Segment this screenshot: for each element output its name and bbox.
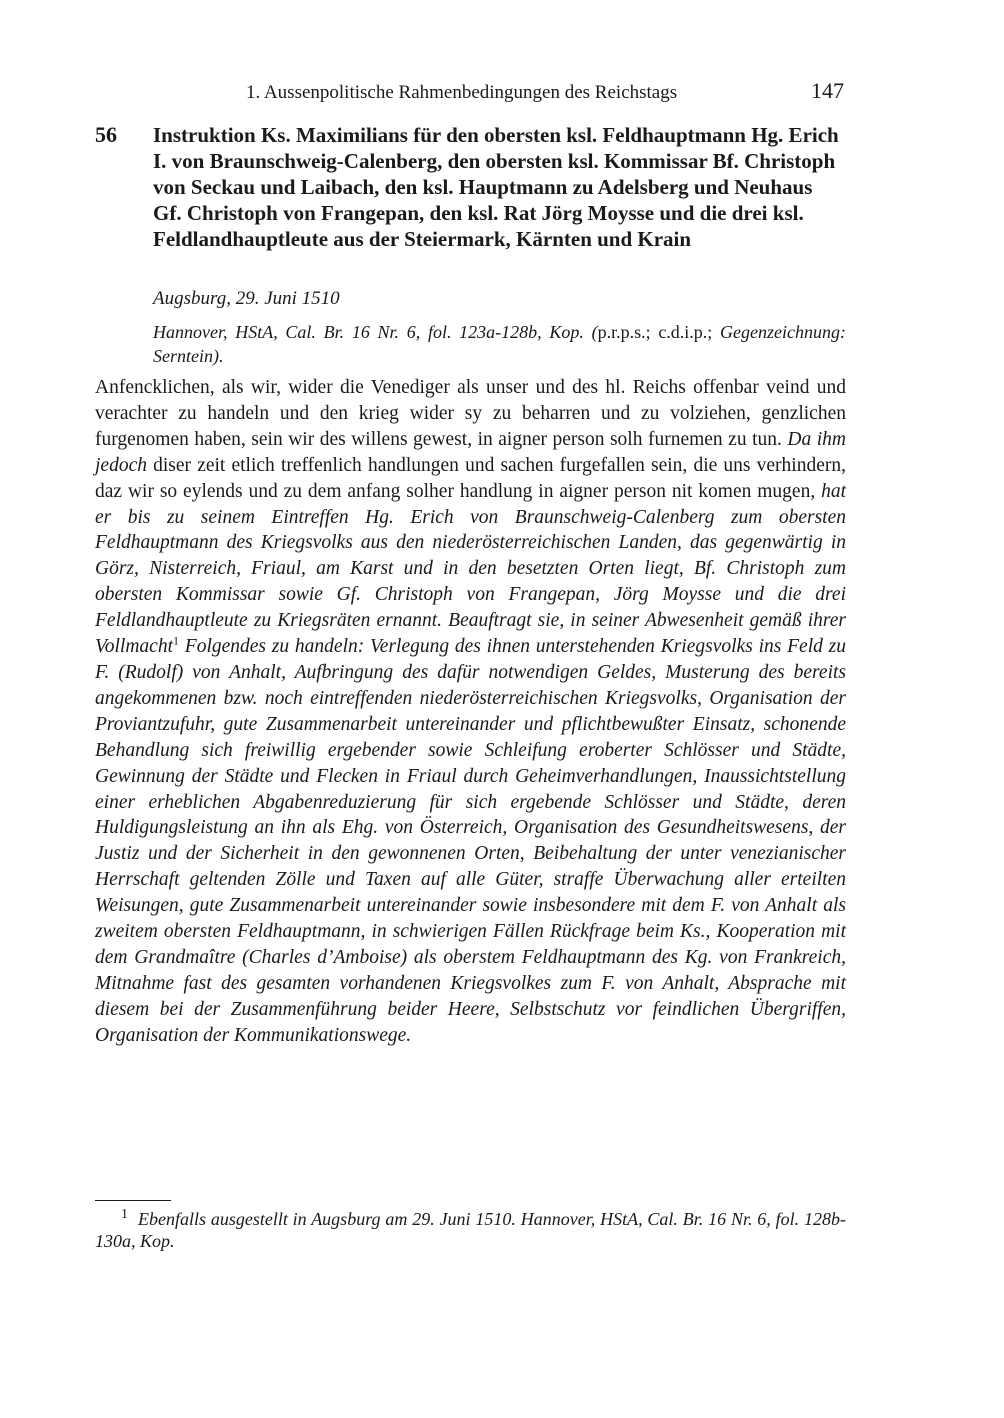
- body-roman-2: diser zeit etlich treffenlich handlungen und sachen furgefallen sein, die uns verhindern, daz wir so eylends und zu dem anfang solher handlung in aigner person nit komen mugen: [95, 454, 846, 502]
- body-italic-3: Folgendes zu handeln: Verlegung des ihnen unterstehenden Kriegsvolks ins Feld zu F. (Rudolf) von Anhalt, Aufbringung des dafür notwendigen Geldes, Musterung des bereits angekommenen bzw. noch eintreffenden niederösterreichischen Kriegsvolks, Organisation der Proviantzufuhr, gute Zusammenarbeit untereinander und pflichtbewußter Einsatz, schonende Behandlung sich freiwillig ergebender sowie Schleifung eroberter Schlösser und Städte, Gewinnung der Städte und Flecken in Friaul durch Geheimverhandlungen, Inaussichtstellung einer erheblichen Abgabenreduzierung für sich ergebende Schlösser und Städte, deren Huldigungsleistung an ihn als Ehg. von Österreich, Organisation des Gesundheitswesens, der Justiz und der Sicherheit in den gewonnenen Orten, Beibehaltung der unter venezianischer Herrschaft geltenden Zölle und Taxen auf alle Güter, straffe Überwachung aller erteilten Weisungen, gute Zusammenarbeit untereinander sowie insbesondere mit dem F. von Anhalt als zweitem obersten Feldhauptmann, in schwierigen Fällen Rückfrage beim Ks., Kooperation mit dem Grandmaître (Charles d’Amboise) als oberstem Feldhauptmann des Kg. von Frankreich, Mitnahme fast des gesamten vorhandenen Kriegsvolkes zum F. von Anhalt, Absprache mit diesem bei der Zusammenführung beider Heere, Selbstschutz vor feindlichen Übergriffen, Organisation der Kommunikationswege.: [95, 636, 846, 1046]
- source-countersign: Gegenzeichnung: Serntein).: [153, 322, 846, 366]
- footnote-reference[interactable]: 1: [173, 633, 179, 648]
- footnote-number: 1: [121, 1207, 128, 1222]
- page-number: 147: [811, 78, 844, 103]
- running-header: 1. Aussenpolitische Rahmenbedingungen des Reichstags: [246, 82, 678, 103]
- source-sign-2: c.d.i.p.;: [650, 322, 713, 342]
- footnote-text: Ebenfalls ausgestellt in Augsburg am 29. Juni 1510. Hannover, HStA, Cal. Br. 16 Nr. 6, fol. 128b-130a, Kop.: [95, 1209, 846, 1251]
- source-archive: Hannover, HStA, Cal. Br. 16 Nr. 6, fol. 123a-128b, Kop. (: [153, 322, 598, 342]
- footnote-divider: [95, 1200, 171, 1201]
- footnote: [95, 1208, 846, 1252]
- document-date-place: Augsburg, 29. Juni 1510: [153, 288, 340, 309]
- document-title: Instruktion Ks. Maximilians für den obersten ksl. Feldhauptmann Hg. Erich I. von Braunschweig-Calenberg, den obersten ksl. Kommissar Bf. Christoph von Seckau und Laibach, den ksl. Hauptmann zu Adelsberg und Neuhaus Gf. Christoph von Frangepan, den ksl. Rat Jörg Moysse und die drei ksl. Feldlandhauptleute aus der Steiermark, Kärnten und Krain: [153, 123, 839, 251]
- body-text: [95, 375, 846, 1049]
- body-italic-2: , hat er bis zu seinem Eintreffen Hg. Erich von Braunschweig-Calenberg zum obersten Feldhauptmann des Kriegsvolks aus den niederösterreichischen Landen, das gegenwärtig in Görz, Nisterreich, Friaul, am Karst und in den besetzten Orten liegt, Bf. Christoph zum obersten Kommissar sowie Gf. Christoph von Frangepan, Jörg Moysse und die drei Feldlandhauptleute zu Kriegsräten ernannt. Beauftragt sie, in seiner Abwesenheit gemäß ihrer Vollmacht: [95, 480, 847, 658]
- body-roman-1: Anfencklichen, als wir, wider die Venediger als unser und des hl. Reichs offenbar veind und verachter zu handeln und den krieg wider sy zu beharren und zu volziehen, genzlichen furgenomen haben, sein wir des willens gewest, in aigner person solh furnemen zu tun.: [95, 377, 846, 450]
- body-italic-1: Da ihm jedoch: [95, 428, 846, 476]
- document-source: [153, 320, 846, 368]
- document-number: 56: [95, 122, 117, 147]
- source-sign-1: p.r.p.s.;: [597, 322, 651, 342]
